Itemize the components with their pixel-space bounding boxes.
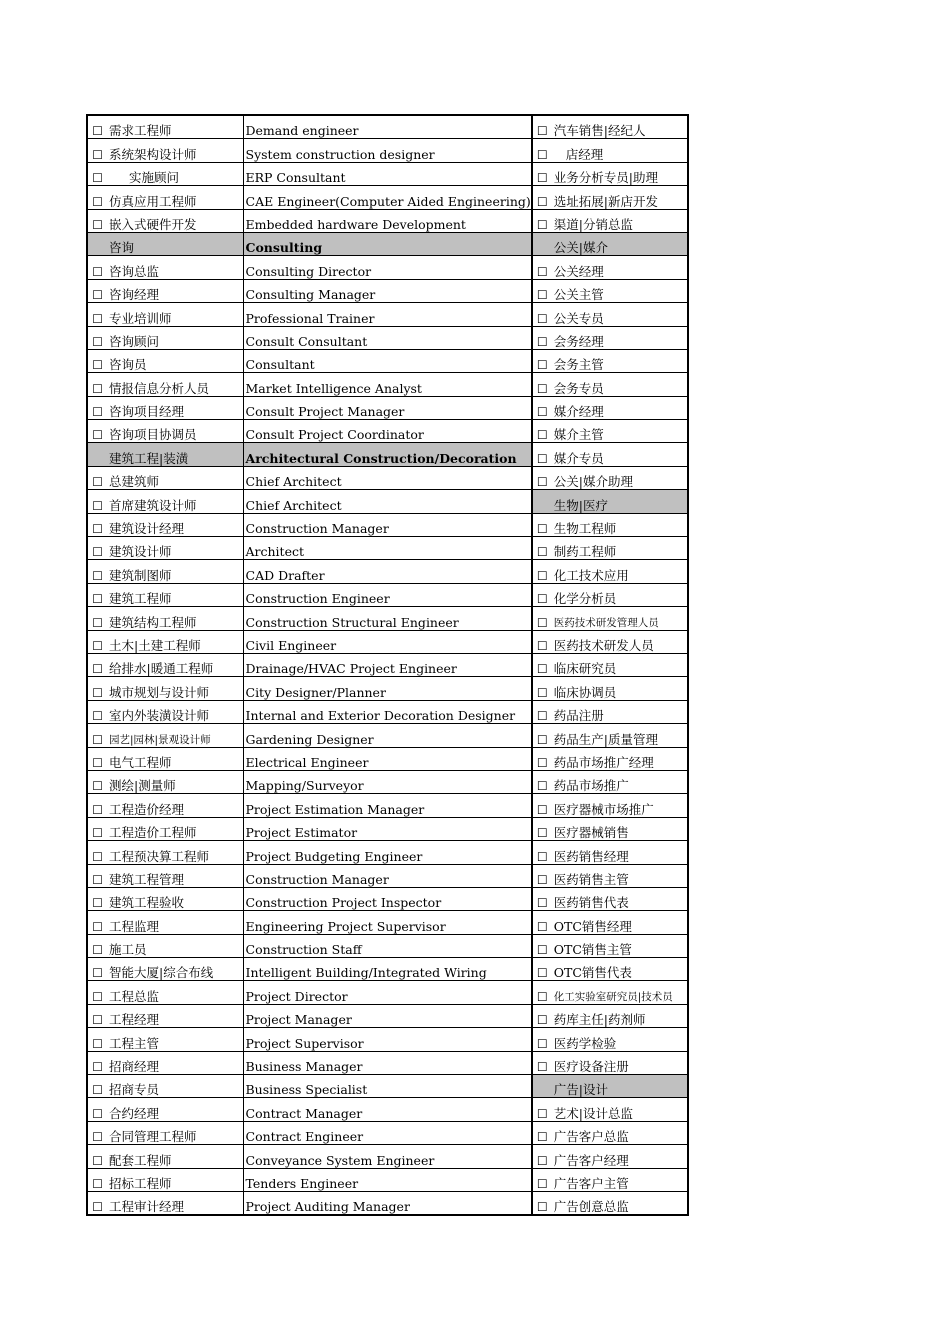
job-title-right: 药品注册 [552, 700, 688, 723]
job-title-en: Construction Staff [243, 934, 532, 957]
checkbox-left[interactable]: ☐ [87, 279, 107, 302]
job-title-en: Civil Engineer [243, 630, 532, 653]
checkbox-left[interactable]: ☐ [87, 115, 107, 139]
checkbox-right[interactable]: ☐ [532, 162, 552, 185]
table-row [87, 981, 688, 1004]
table-row [87, 677, 688, 700]
checkbox-right[interactable]: ☐ [532, 513, 552, 536]
job-title-en: ERP Consultant [243, 162, 532, 185]
table-row [87, 1168, 688, 1191]
checkbox-right[interactable]: ☐ [532, 887, 552, 910]
job-title-zh: 咨询项目经理 [107, 396, 243, 419]
job-title-en: Consult Consultant [243, 326, 532, 349]
checkbox-right[interactable]: ☐ [532, 349, 552, 372]
job-title-right: 医疗器械销售 [552, 817, 688, 840]
job-title-zh: 需求工程师 [107, 115, 243, 139]
table-row [87, 139, 688, 162]
checkbox-right[interactable]: ☐ [532, 864, 552, 887]
job-title-zh: 仿真应用工程师 [107, 186, 243, 209]
job-title-en: Construction Structural Engineer [243, 607, 532, 630]
job-title-en: Project Auditing Manager [243, 1191, 532, 1215]
checkbox-right[interactable]: ☐ [532, 115, 552, 139]
job-title-right: 汽车销售|经纪人 [552, 115, 688, 139]
job-title-en: Project Supervisor [243, 1028, 532, 1051]
job-title-en: Project Estimator [243, 817, 532, 840]
checkbox-right[interactable]: ☐ [532, 981, 552, 1004]
checkbox-left[interactable]: ☐ [87, 958, 107, 981]
table-row [87, 607, 688, 630]
table-row [87, 256, 688, 279]
table-row [87, 303, 688, 326]
job-title-en: Project Budgeting Engineer [243, 841, 532, 864]
job-title-zh: 咨询总监 [107, 256, 243, 279]
checkbox-left[interactable]: ☐ [87, 911, 107, 934]
job-title-zh: 实施顾问 [107, 162, 243, 185]
checkbox-right[interactable]: ☐ [532, 747, 552, 770]
table-row [87, 770, 688, 793]
table-row [87, 1145, 688, 1168]
checkbox-right[interactable]: ☐ [532, 724, 552, 747]
table-row [87, 1004, 688, 1027]
job-title-en: Market Intelligence Analyst [243, 373, 532, 396]
checkbox-left[interactable]: ☐ [87, 770, 107, 793]
job-title-zh: 咨询员 [107, 349, 243, 372]
table-row [87, 349, 688, 372]
job-title-en: Consultant [243, 349, 532, 372]
job-title-en: Engineering Project Supervisor [243, 911, 532, 934]
job-title-right: 医疗器械市场推广 [552, 794, 688, 817]
checkbox-right [532, 232, 552, 255]
category-header-right: 生物|医疗 [552, 490, 688, 513]
job-title-en: Gardening Designer [243, 724, 532, 747]
checkbox-right[interactable]: ☐ [532, 209, 552, 232]
table-row [87, 1098, 688, 1121]
checkbox-right[interactable]: ☐ [532, 1004, 552, 1027]
table-row [87, 560, 688, 583]
checkbox-right[interactable]: ☐ [532, 817, 552, 840]
checkbox-left[interactable]: ☐ [87, 303, 107, 326]
job-title-zh: 测绘|测量师 [107, 770, 243, 793]
job-title-zh: 工程经理 [107, 1004, 243, 1027]
table-row [87, 279, 688, 302]
job-title-zh: 总建筑师 [107, 466, 243, 489]
checkbox-left[interactable]: ☐ [87, 1145, 107, 1168]
job-title-en: Business Specialist [243, 1075, 532, 1098]
table-row [87, 1121, 688, 1144]
job-title-en: Consulting Manager [243, 279, 532, 302]
table-row [87, 115, 688, 139]
checkbox-right[interactable]: ☐ [532, 1098, 552, 1121]
table-row [87, 630, 688, 653]
category-header-zh: 建筑工程|装潢 [107, 443, 243, 466]
job-title-right: 广告客户总监 [552, 1121, 688, 1144]
checkbox-left[interactable]: ☐ [87, 677, 107, 700]
job-title-zh: 系统架构设计师 [107, 139, 243, 162]
job-title-right: OTC销售主管 [552, 934, 688, 957]
checkbox-left[interactable]: ☐ [87, 162, 107, 185]
job-title-en: Contract Manager [243, 1098, 532, 1121]
job-title-right: 医药销售经理 [552, 841, 688, 864]
job-title-zh: 咨询项目协调员 [107, 420, 243, 443]
job-title-zh: 嵌入式硬件开发 [107, 209, 243, 232]
table-row [87, 396, 688, 419]
table-row [87, 326, 688, 349]
table-row [87, 232, 688, 255]
job-title-en: Construction Manager [243, 513, 532, 536]
checkbox-right[interactable]: ☐ [532, 1051, 552, 1074]
checkbox-left[interactable]: ☐ [87, 1121, 107, 1144]
table-row [87, 373, 688, 396]
checkbox-right[interactable]: ☐ [532, 911, 552, 934]
checkbox-right[interactable]: ☐ [532, 279, 552, 302]
table-row [87, 186, 688, 209]
job-title-zh: 建筑设计经理 [107, 513, 243, 536]
checkbox-right[interactable]: ☐ [532, 653, 552, 676]
job-title-right: 医药销售主管 [552, 864, 688, 887]
checkbox-right[interactable]: ☐ [532, 560, 552, 583]
job-title-zh: 工程总监 [107, 981, 243, 1004]
checkbox-left [87, 443, 107, 466]
job-title-zh: 专业培训师 [107, 303, 243, 326]
job-category-table [86, 114, 689, 1216]
table-row [87, 958, 688, 981]
job-title-zh: 建筑工程管理 [107, 864, 243, 887]
job-title-en: Mapping/Surveyor [243, 770, 532, 793]
checkbox-left[interactable]: ☐ [87, 887, 107, 910]
checkbox-left[interactable]: ☐ [87, 560, 107, 583]
job-title-en: Intelligent Building/Integrated Wiring [243, 958, 532, 981]
job-title-zh: 建筑设计师 [107, 537, 243, 560]
checkbox-left[interactable]: ☐ [87, 490, 107, 513]
table-row [87, 724, 688, 747]
job-title-zh: 园艺|园林|景观设计师 [107, 724, 243, 747]
checkbox-left[interactable]: ☐ [87, 630, 107, 653]
checkbox-right[interactable]: ☐ [532, 958, 552, 981]
job-title-zh: 合同管理工程师 [107, 1121, 243, 1144]
job-title-zh: 建筑工程师 [107, 583, 243, 606]
checkbox-left[interactable]: ☐ [87, 396, 107, 419]
table-row [87, 537, 688, 560]
job-title-right: 医药销售代表 [552, 887, 688, 910]
table-row [87, 1191, 688, 1215]
job-title-en: Business Manager [243, 1051, 532, 1074]
table-row [87, 466, 688, 489]
job-title-zh: 情报信息分析人员 [107, 373, 243, 396]
job-title-right: OTC销售经理 [552, 911, 688, 934]
checkbox-left[interactable]: ☐ [87, 537, 107, 560]
table-row [87, 911, 688, 934]
checkbox-left[interactable]: ☐ [87, 583, 107, 606]
checkbox-right[interactable]: ☐ [532, 466, 552, 489]
job-title-en: Construction Project Inspector [243, 887, 532, 910]
job-title-zh: 咨询经理 [107, 279, 243, 302]
job-title-zh: 土木|土建工程师 [107, 630, 243, 653]
job-title-en: City Designer/Planner [243, 677, 532, 700]
job-title-zh: 建筑工程验收 [107, 887, 243, 910]
checkbox-left[interactable]: ☐ [87, 653, 107, 676]
checkbox-right [532, 1075, 552, 1098]
job-title-en: Consulting Director [243, 256, 532, 279]
job-title-zh: 首席建筑设计师 [107, 490, 243, 513]
checkbox-right[interactable]: ☐ [532, 186, 552, 209]
job-title-right: 生物工程师 [552, 513, 688, 536]
table-row [87, 443, 688, 466]
checkbox-right[interactable]: ☐ [532, 396, 552, 419]
job-title-zh: 配套工程师 [107, 1145, 243, 1168]
table-row [87, 1028, 688, 1051]
job-title-right: 药品市场推广经理 [552, 747, 688, 770]
job-title-zh: 施工员 [107, 934, 243, 957]
job-title-en: Project Manager [243, 1004, 532, 1027]
table-row [87, 653, 688, 676]
job-title-zh: 工程审计经理 [107, 1191, 243, 1215]
job-title-right: 渠道|分销总监 [552, 209, 688, 232]
job-title-right: 媒介主管 [552, 420, 688, 443]
checkbox-right[interactable]: ☐ [532, 443, 552, 466]
job-title-right: 艺术|设计总监 [552, 1098, 688, 1121]
checkbox-left[interactable]: ☐ [87, 326, 107, 349]
table-row [87, 420, 688, 443]
checkbox-right[interactable]: ☐ [532, 934, 552, 957]
job-title-en: Tenders Engineer [243, 1168, 532, 1191]
job-title-right: 医药技术研发人员 [552, 630, 688, 653]
table-row [87, 513, 688, 536]
checkbox-right[interactable]: ☐ [532, 256, 552, 279]
checkbox-right[interactable]: ☐ [532, 1028, 552, 1051]
table-row [87, 1051, 688, 1074]
job-title-right: 制药工程师 [552, 537, 688, 560]
checkbox-left[interactable]: ☐ [87, 1191, 107, 1215]
job-title-zh: 工程造价经理 [107, 794, 243, 817]
job-title-en: Chief Architect [243, 466, 532, 489]
checkbox-left[interactable]: ☐ [87, 841, 107, 864]
table-row [87, 209, 688, 232]
checkbox-left[interactable]: ☐ [87, 1168, 107, 1191]
checkbox-right[interactable]: ☐ [532, 373, 552, 396]
job-title-right: 医药学检验 [552, 1028, 688, 1051]
job-title-right: 会务主管 [552, 349, 688, 372]
checkbox-right[interactable]: ☐ [532, 537, 552, 560]
job-title-zh: 咨询顾问 [107, 326, 243, 349]
checkbox-right[interactable]: ☐ [532, 583, 552, 606]
job-title-right: 媒介经理 [552, 396, 688, 419]
checkbox-left[interactable]: ☐ [87, 724, 107, 747]
table-row [87, 700, 688, 723]
job-title-en: Drainage/HVAC Project Engineer [243, 653, 532, 676]
checkbox-left[interactable]: ☐ [87, 349, 107, 372]
checkbox-left[interactable]: ☐ [87, 794, 107, 817]
checkbox-right[interactable]: ☐ [532, 1145, 552, 1168]
job-title-en: Demand engineer [243, 115, 532, 139]
checkbox-left[interactable]: ☐ [87, 186, 107, 209]
table-row [87, 934, 688, 957]
checkbox-right[interactable]: ☐ [532, 420, 552, 443]
job-title-right: 选址拓展|新店开发 [552, 186, 688, 209]
job-title-right: 化工实验室研究员|技术员 [552, 981, 688, 1004]
table-body [87, 115, 688, 1215]
table-row [87, 887, 688, 910]
job-title-zh: 智能大厦|综合布线 [107, 958, 243, 981]
job-title-zh: 招商专员 [107, 1075, 243, 1098]
checkbox-left[interactable]: ☐ [87, 981, 107, 1004]
job-title-right: 药库主任|药剂师 [552, 1004, 688, 1027]
checkbox-left[interactable]: ☐ [87, 1051, 107, 1074]
job-title-en: Conveyance System Engineer [243, 1145, 532, 1168]
job-title-en: Internal and Exterior Decoration Designer [243, 700, 532, 723]
job-title-en: CAD Drafter [243, 560, 532, 583]
checkbox-left[interactable]: ☐ [87, 1098, 107, 1121]
job-title-en: CAE Engineer(Computer Aided Engineering) [243, 186, 532, 209]
checkbox-left[interactable]: ☐ [87, 934, 107, 957]
checkbox-right[interactable]: ☐ [532, 1191, 552, 1215]
checkbox-right[interactable]: ☐ [532, 630, 552, 653]
checkbox-left[interactable]: ☐ [87, 466, 107, 489]
job-title-en: Electrical Engineer [243, 747, 532, 770]
job-title-zh: 工程预决算工程师 [107, 841, 243, 864]
job-title-right: 业务分析专员|助理 [552, 162, 688, 185]
job-title-right: 化学分析员 [552, 583, 688, 606]
job-title-en: Consult Project Manager [243, 396, 532, 419]
checkbox-right[interactable]: ☐ [532, 700, 552, 723]
category-header-en: Architectural Construction/Decoration [243, 443, 532, 466]
table-row [87, 747, 688, 770]
checkbox-left[interactable]: ☐ [87, 373, 107, 396]
job-title-right: 医疗设备注册 [552, 1051, 688, 1074]
job-title-right: 公关专员 [552, 303, 688, 326]
checkbox-right[interactable]: ☐ [532, 794, 552, 817]
table-row [87, 817, 688, 840]
job-title-right: 医药技术研发管理人员 [552, 607, 688, 630]
job-title-zh: 建筑结构工程师 [107, 607, 243, 630]
category-header-right: 公关|媒介 [552, 232, 688, 255]
job-title-right: 公关经理 [552, 256, 688, 279]
job-title-en: System construction designer [243, 139, 532, 162]
job-title-en: Architect [243, 537, 532, 560]
job-title-en: Chief Architect [243, 490, 532, 513]
job-title-zh: 城市规划与设计师 [107, 677, 243, 700]
checkbox-right[interactable]: ☐ [532, 841, 552, 864]
job-title-en: Contract Engineer [243, 1121, 532, 1144]
table-row [87, 162, 688, 185]
job-title-zh: 建筑制图师 [107, 560, 243, 583]
job-title-right: 广告创意总监 [552, 1191, 688, 1215]
job-title-right: 广告客户主管 [552, 1168, 688, 1191]
category-header-zh: 咨询 [107, 232, 243, 255]
checkbox-left[interactable]: ☐ [87, 420, 107, 443]
job-title-zh: 工程造价工程师 [107, 817, 243, 840]
job-title-zh: 合约经理 [107, 1098, 243, 1121]
table-row [87, 583, 688, 606]
job-title-right: 会务经理 [552, 326, 688, 349]
table-row [87, 490, 688, 513]
job-title-right: OTC销售代表 [552, 958, 688, 981]
job-title-right: 会务专员 [552, 373, 688, 396]
job-title-zh: 招商经理 [107, 1051, 243, 1074]
checkbox-right[interactable]: ☐ [532, 1168, 552, 1191]
checkbox-right [532, 490, 552, 513]
job-title-right: 药品生产|质量管理 [552, 724, 688, 747]
checkbox-left[interactable]: ☐ [87, 1004, 107, 1027]
category-header-right: 广告|设计 [552, 1075, 688, 1098]
checkbox-right[interactable]: ☐ [532, 139, 552, 162]
job-title-right: 公关主管 [552, 279, 688, 302]
table-row [87, 1075, 688, 1098]
job-title-right: 化工技术应用 [552, 560, 688, 583]
job-title-right: 媒介专员 [552, 443, 688, 466]
job-title-zh: 工程监理 [107, 911, 243, 934]
job-title-right: 药品市场推广 [552, 770, 688, 793]
table-row [87, 794, 688, 817]
job-title-zh: 室内外装潢设计师 [107, 700, 243, 723]
job-title-zh: 电气工程师 [107, 747, 243, 770]
checkbox-left[interactable]: ☐ [87, 209, 107, 232]
table-row [87, 841, 688, 864]
checkbox-left[interactable]: ☐ [87, 817, 107, 840]
job-title-zh: 招标工程师 [107, 1168, 243, 1191]
checkbox-left[interactable]: ☐ [87, 1075, 107, 1098]
checkbox-right[interactable]: ☐ [532, 607, 552, 630]
job-title-right: 店经理 [552, 139, 688, 162]
checkbox-right[interactable]: ☐ [532, 303, 552, 326]
job-title-zh: 工程主管 [107, 1028, 243, 1051]
job-title-right: 临床协调员 [552, 677, 688, 700]
job-title-right: 公关|媒介助理 [552, 466, 688, 489]
job-title-en: Construction Engineer [243, 583, 532, 606]
checkbox-right[interactable]: ☐ [532, 677, 552, 700]
job-title-en: Consult Project Coordinator [243, 420, 532, 443]
job-title-en: Project Estimation Manager [243, 794, 532, 817]
checkbox-right[interactable]: ☐ [532, 770, 552, 793]
checkbox-left [87, 232, 107, 255]
checkbox-left[interactable]: ☐ [87, 700, 107, 723]
job-title-right: 临床研究员 [552, 653, 688, 676]
job-title-en: Professional Trainer [243, 303, 532, 326]
checkbox-left[interactable]: ☐ [87, 864, 107, 887]
job-title-right: 广告客户经理 [552, 1145, 688, 1168]
job-title-zh: 给排水|暖通工程师 [107, 653, 243, 676]
table-row [87, 864, 688, 887]
checkbox-right[interactable]: ☐ [532, 326, 552, 349]
checkbox-left[interactable]: ☐ [87, 607, 107, 630]
job-title-en: Construction Manager [243, 864, 532, 887]
checkbox-right[interactable]: ☐ [532, 1121, 552, 1144]
checkbox-left[interactable]: ☐ [87, 747, 107, 770]
job-title-en: Project Director [243, 981, 532, 1004]
job-title-en: Embedded hardware Development [243, 209, 532, 232]
checkbox-left[interactable]: ☐ [87, 513, 107, 536]
category-header-en: Consulting [243, 232, 532, 255]
checkbox-left[interactable]: ☐ [87, 256, 107, 279]
checkbox-left[interactable]: ☐ [87, 139, 107, 162]
checkbox-left[interactable]: ☐ [87, 1028, 107, 1051]
